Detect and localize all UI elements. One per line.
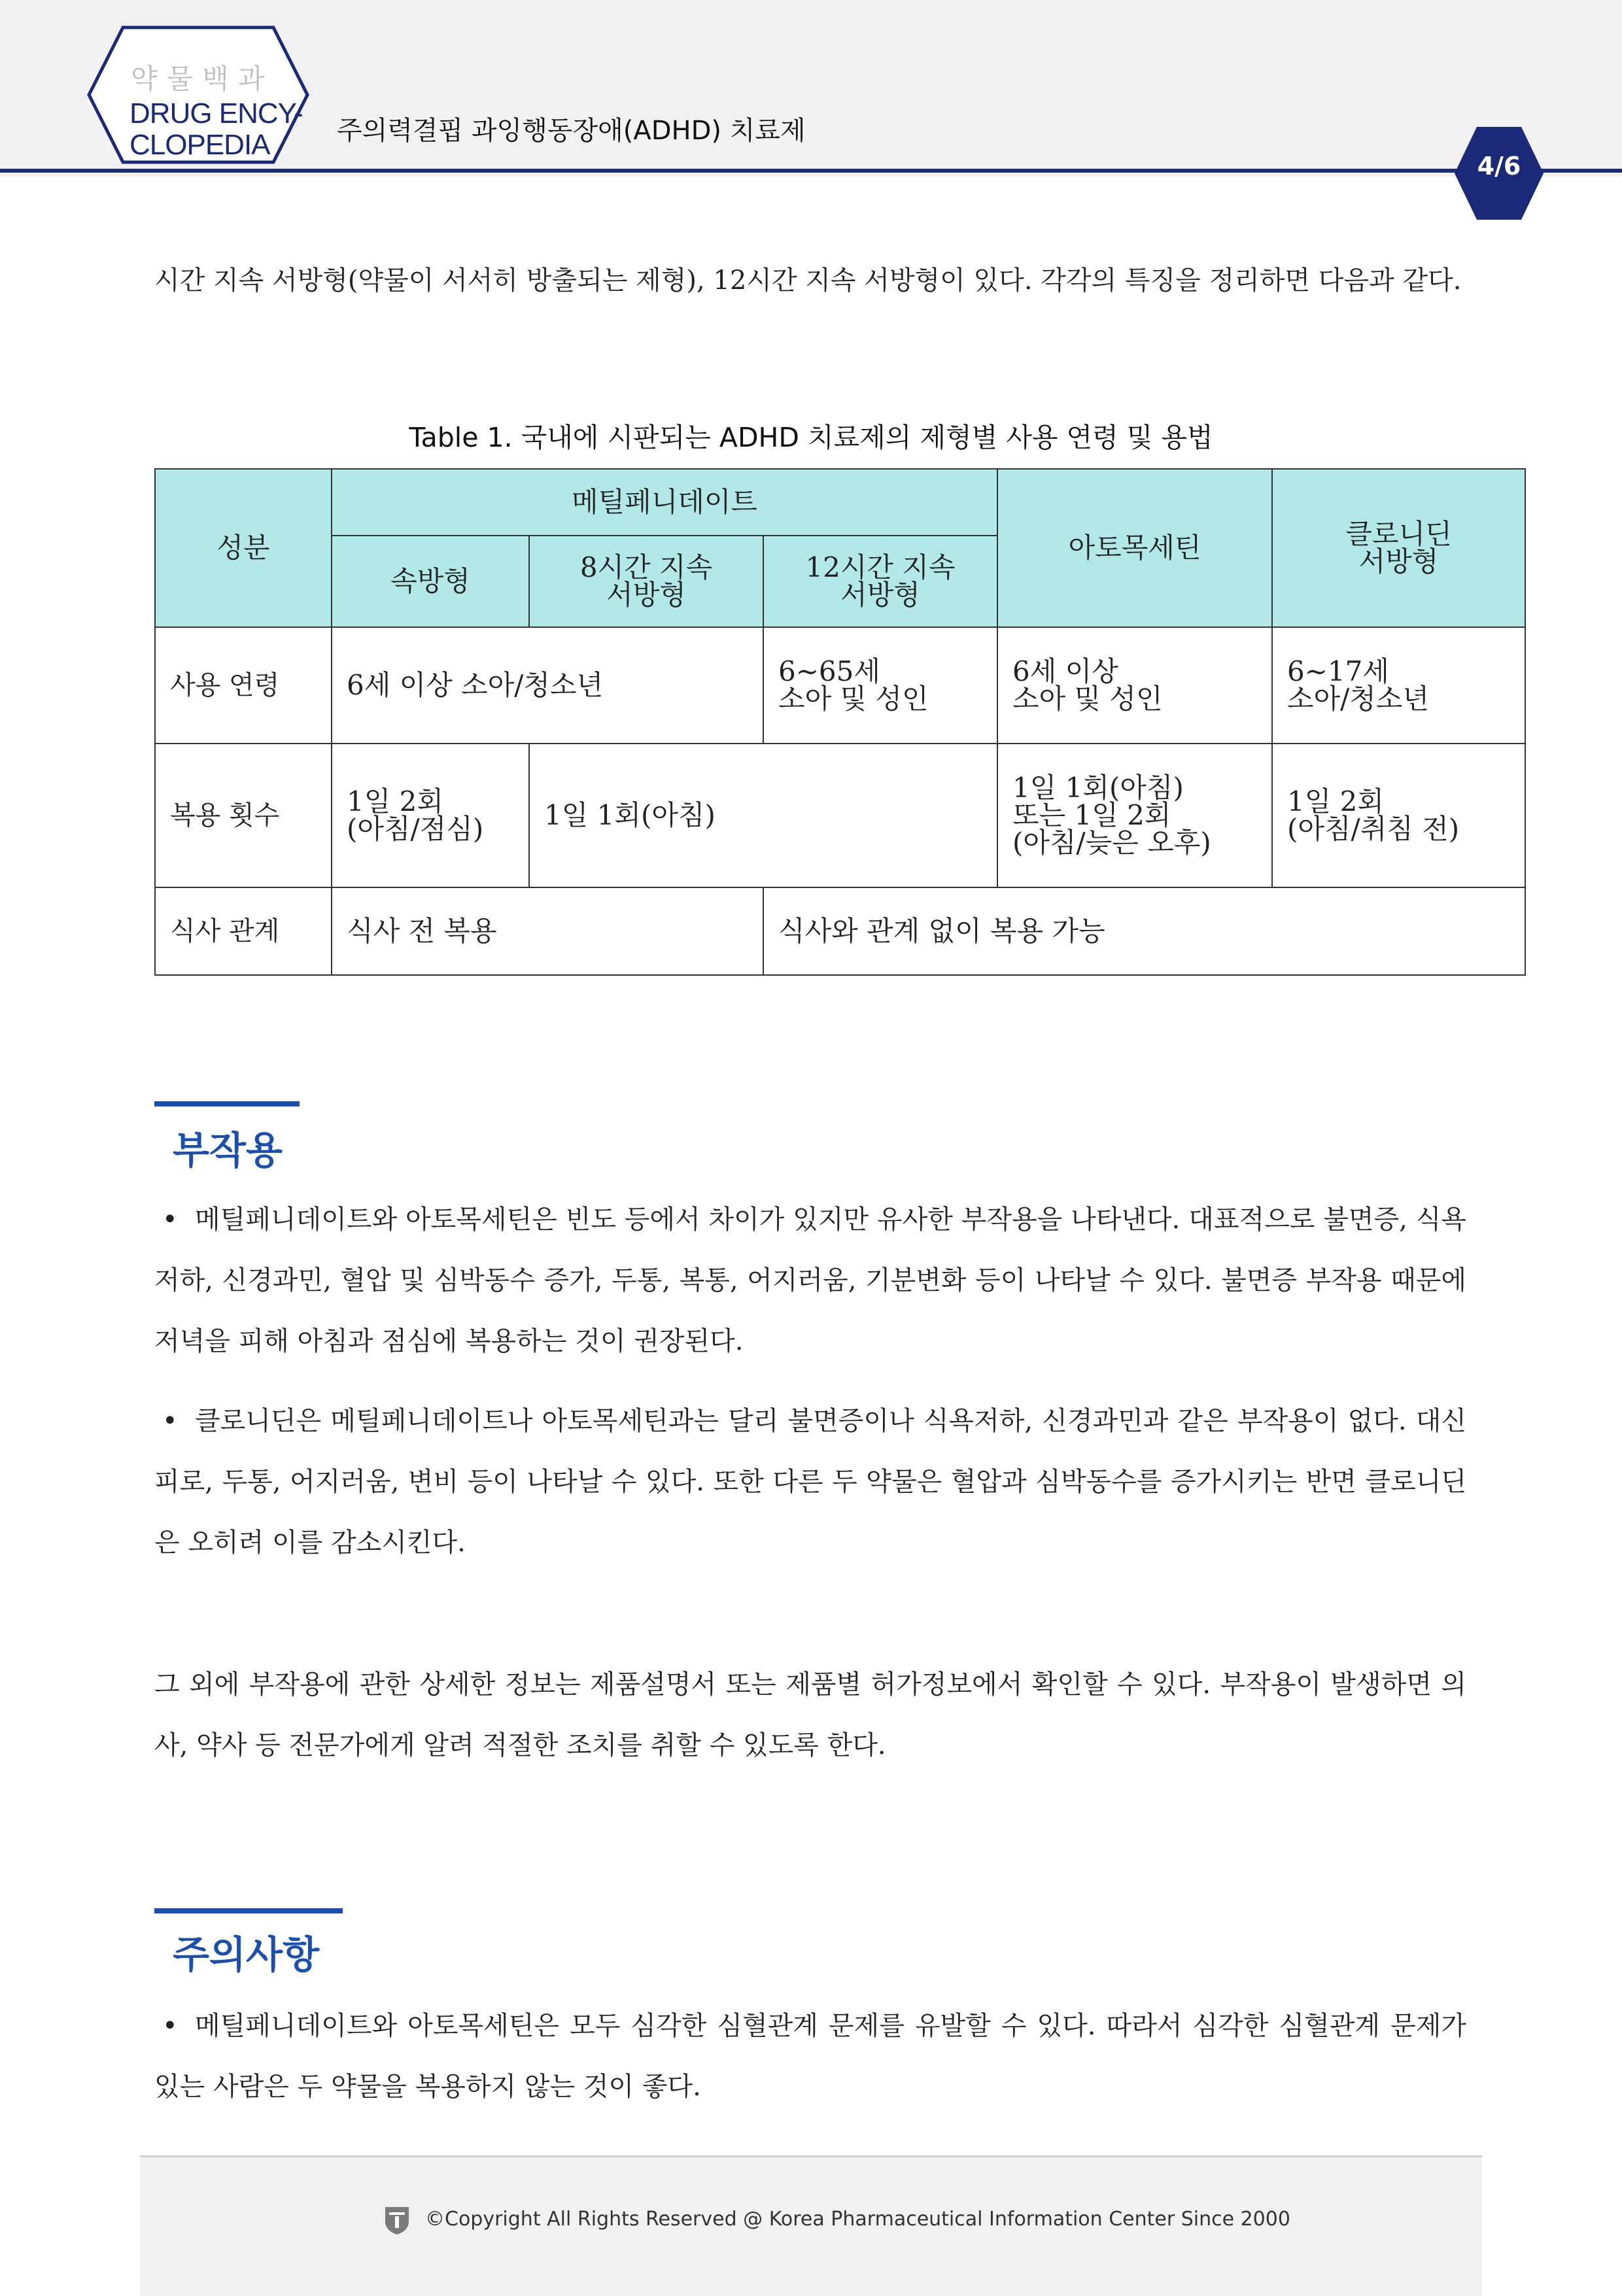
intro-paragraph: 시간 지속 서방형(약물이 서서히 방출되는 제형), 12시간 지속 서방형이 있다. 각각의 특징을 정리하면 다음과 같다. [154, 266, 1462, 296]
precautions-heading-bar [154, 1908, 343, 1913]
page-number: 4/6 [1477, 152, 1521, 180]
cell-meal-regardless: 식사와 관계 없이 복용 가능 [763, 887, 1525, 975]
side-effects-bullet-2: • 클로니딘은 메틸페니데이트나 아토목세틴과는 달리 불면증이나 식욕저하, 신경과민과 같은 부작용이 없다. 대신 피로, 두통, 어지러움, 변비 등이 나타날 수 있다. 또한 다른 두 약물은 혈압과 심박동수를 증가시키는 반면 클로니딘은 오히려 이를 감소시킨다. [154, 1391, 1466, 1573]
logo-english-line1: DRUG ENCY- [129, 97, 303, 129]
adhd-formulation-table [154, 468, 1526, 976]
document-title: 주의력결핍 과잉행동장애(ADHD) 치료제 [337, 116, 806, 146]
header-divider [0, 169, 1622, 173]
header-methylphenidate: 메틸페니데이트 [332, 469, 997, 536]
header-12h-extended: 12시간 지속 서방형 [763, 536, 997, 627]
table-caption: Table 1. 국내에 시판되는 ADHD 치료제의 제형별 사용 연령 및 용법 [409, 422, 1213, 453]
row-label-meal: 식사 관계 [155, 887, 332, 975]
bullet-dot-icon: • [162, 1205, 178, 1235]
precautions-bullet-1: • 메틸페니데이트와 아토목세틴은 모두 심각한 심혈관계 문제를 유발할 수 있다. 따라서 심각한 심혈관계 문제가 있는 사람은 두 약물을 복용하지 않는 것이 좋다. [154, 1996, 1466, 2117]
side-effects-bullet-1: • 메틸페니데이트와 아토목세틴은 빈도 등에서 차이가 있지만 유사한 부작용을 나타낸다. 대표적으로 불면증, 식욕저하, 신경과민, 혈압 및 심박동수 증가, 두통, 복통, 어지러움, 기분변화 등이 나타날 수 있다. 불면증 부작용 때문에 저녁을 피해 아침과 점심에 복용하는 것이 권장된다. [154, 1190, 1466, 1372]
cell-freq-extended: 1일 1회(아침) [529, 744, 997, 887]
logo-korean: 약물백과 [131, 63, 274, 95]
cell-age-12h: 6~65세 소아 및 성인 [763, 627, 997, 744]
header-8h-extended: 8시간 지속 서방형 [529, 536, 763, 627]
cell-meal-before: 식사 전 복용 [332, 887, 763, 975]
logo-english-line2: CLOPEDIA [129, 129, 270, 161]
side-effects-heading: 부작용 [173, 1128, 283, 1173]
kpic-shield-icon [383, 2204, 411, 2236]
side-effects-heading-bar [154, 1101, 300, 1106]
cell-freq-atomoxetine: 1일 1회(아침) 또는 1일 2회 (아침/늦은 오후) [997, 744, 1272, 887]
cell-age-clonidine: 6~17세 소아/청소년 [1272, 627, 1525, 744]
precautions-heading: 주의사항 [173, 1932, 320, 1977]
header-immediate-release: 속방형 [332, 536, 529, 627]
cell-age-atomoxetine: 6세 이상 소아 및 성인 [997, 627, 1272, 744]
header-clonidine: 클로니딘 서방형 [1272, 469, 1525, 627]
header-ingredient: 성분 [155, 469, 332, 627]
copyright-text: ©Copyright All Rights Reserved @ Korea Pharmaceutical Information Center Since 2000 [425, 2208, 1290, 2231]
cell-freq-clonidine: 1일 2회 (아침/취침 전) [1272, 744, 1525, 887]
bullet-dot-icon: • [162, 2011, 178, 2041]
cell-age-methyl: 6세 이상 소아/청소년 [332, 627, 763, 744]
header-atomoxetine: 아토목세틴 [997, 469, 1272, 627]
row-label-age: 사용 연령 [155, 627, 332, 744]
bullet-dot-icon: • [162, 1406, 178, 1436]
side-effects-paragraph: 그 외에 부작용에 관한 상세한 정보는 제품설명서 또는 제품별 허가정보에서 확인할 수 있다. 부작용이 발생하면 의사, 약사 등 전문가에게 알려 적절한 조치를 취할 수 있도록 한다. [154, 1670, 1466, 1760]
row-label-frequency: 복용 횟수 [155, 744, 332, 887]
cell-freq-immediate: 1일 2회 (아침/점심) [332, 744, 529, 887]
